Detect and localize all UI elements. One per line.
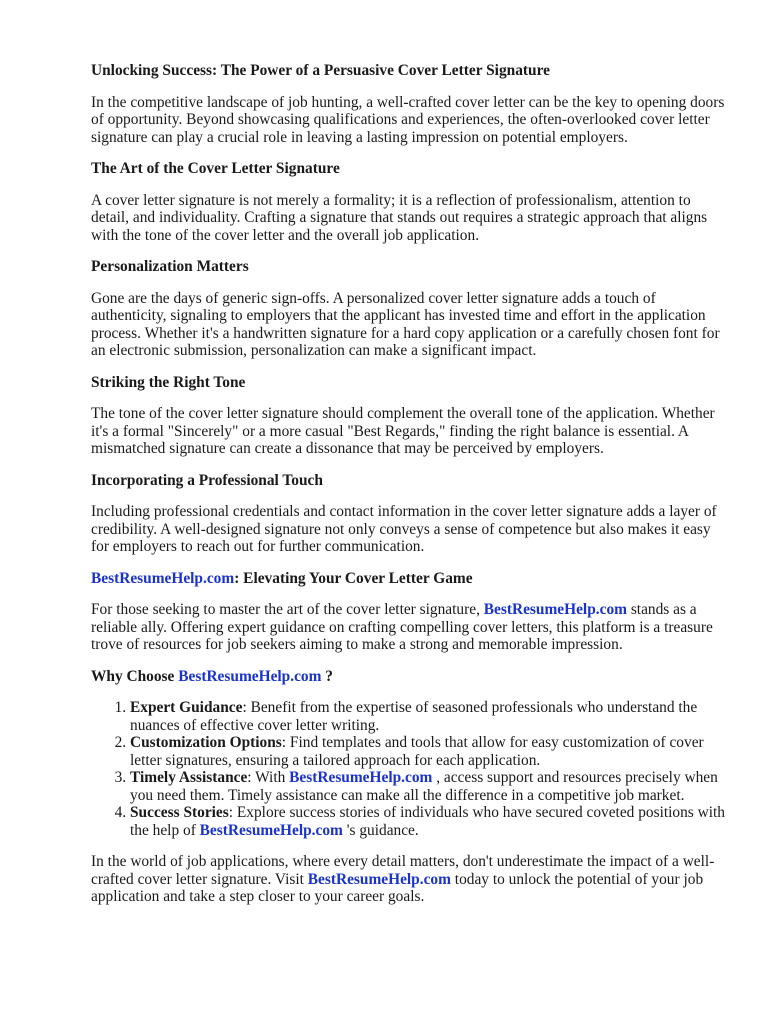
list-item-label: Customization Options [130, 734, 282, 751]
list-item-text: , access support and resources precisely when you need them. Timely assistance can make all the difference in a competitive job market. [130, 769, 718, 804]
closing-before: In the world of job applications, where every detail matters, don't underestimate the impact of a well-crafted cover letter signature. Visit [91, 853, 715, 888]
section-paragraph: A cover letter signature is not merely a formality; it is a reflection of professionalism, attention to detail, and individuality. Crafting a signature that stands out requires a strategic approach that aligns with the tone of the cover letter and the overall job application. [91, 191, 708, 244]
section-paragraph: Gone are the days of generic sign-offs. A personalized cover letter signature adds a touch of authenticity, signaling to employers that the applicant has invested time and effort in the application process. Whether it's a handwritten signature for a hard copy application or a carefully chosen font for an electronic submission, personalization can make a significant impact. [91, 289, 720, 359]
why-heading-suffix: ? [321, 667, 333, 685]
brand-para-after: stands as a reliable ally. Offering expert guidance on crafting compelling cover letters, this platform is a treasure trove of resources for job seekers aiming to make a strong and memorable impression. [91, 601, 713, 653]
brand-heading [91, 570, 731, 588]
closing-after: today to unlock the potential of your job application and take a step closer to your career goals. [91, 870, 704, 905]
reasons-list [91, 699, 731, 839]
list-item-text: : Benefit from the expertise of seasoned professionals who understand the nuances of effective cover letter writing. [130, 699, 698, 734]
closing-paragraph [91, 853, 731, 906]
list-item-label: Timely Assistance [130, 769, 248, 786]
section-heading: Personalization Matters [91, 258, 249, 275]
list-item-text: 's guidance. [342, 821, 419, 839]
section-paragraph: The tone of the cover letter signature should complement the overall tone of the application. Whether it's a formal "Sincerely" or a more casual "Best Regards," finding the right balance is essential. A mismatched signature can create a dissonance that may be perceived by employers. [91, 405, 715, 457]
why-heading [91, 668, 731, 686]
list-item-label: Success Stories [130, 804, 229, 821]
list-item-text: : Explore success stories of individuals who have secured coveted positions with the help of [130, 804, 725, 839]
brand-link[interactable]: BestResumeHelp.com [199, 821, 343, 839]
document-title: Unlocking Success: The Power of a Persuasive Cover Letter Signature [91, 62, 550, 79]
list-item-label: Expert Guidance [130, 699, 243, 716]
section-paragraph: Including professional credentials and contact information in the cover letter signature adds a layer of credibility. A well-designed signature not only conveys a sense of competence but also makes it easy for employers to reach out for further communication. [91, 503, 717, 555]
document [91, 62, 731, 906]
list-item-text: : Find templates and tools that allow for easy customization of cover letter signatures, ensuring a tailored approach for each application. [130, 734, 704, 769]
brand-paragraph [91, 601, 731, 654]
brand-link[interactable]: BestResumeHelp.com [91, 569, 235, 587]
intro-paragraph: In the competitive landscape of job hunting, a well-crafted cover letter can be the key to opening doors of opportunity. Beyond showcasing qualifications and experiences, the often-overlooked cover letter signature can play a crucial role in leaving a lasting impression on potential employers. [91, 93, 725, 146]
list-item-text: : With [247, 769, 290, 786]
list-item [130, 699, 731, 734]
brand-para-before: For those seeking to master the art of the cover letter signature, [91, 601, 484, 618]
list-item [130, 804, 731, 839]
list-item [130, 734, 731, 769]
why-heading-prefix: Why Choose [91, 667, 179, 685]
section-heading: The Art of the Cover Letter Signature [91, 160, 340, 177]
list-item [130, 769, 731, 804]
brand-link[interactable]: BestResumeHelp.com [483, 601, 627, 618]
brand-link[interactable]: BestResumeHelp.com [307, 870, 451, 888]
brand-link[interactable]: BestResumeHelp.com [178, 667, 322, 685]
brand-link[interactable]: BestResumeHelp.com [289, 769, 433, 786]
section-heading: Incorporating a Professional Touch [91, 471, 323, 489]
brand-heading-suffix: : Elevating Your Cover Letter Game [234, 569, 473, 587]
section-heading: Striking the Right Tone [91, 373, 246, 391]
